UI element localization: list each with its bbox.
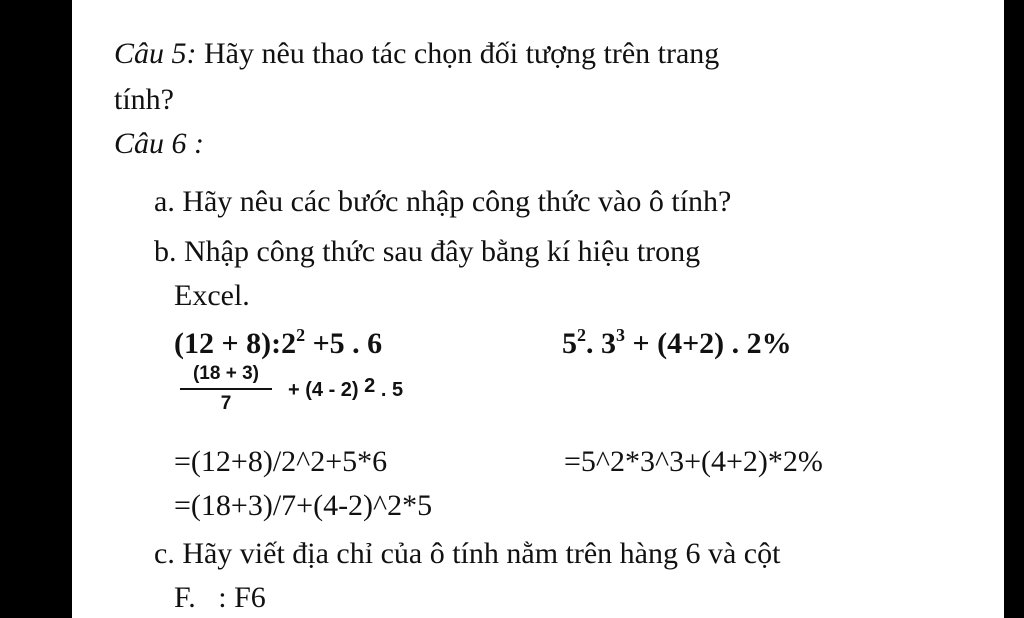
expr2-base: 5 [562,327,577,360]
math-expression-3-rest [288,375,404,402]
math-expression-2 [562,326,792,362]
expr2-rest: + (4+2) . 2% [625,327,792,360]
question-6b-cont: Excel. [174,279,250,312]
question-5-text: Hãy nêu thao tác chọn đối tượng trên trang [204,37,720,70]
expr2-mid: . 3 [586,327,616,360]
expr3-tail: . 5 [380,379,404,401]
question-6c-answer: F. : F6 [174,581,266,614]
fraction-denominator: 7 [220,393,232,414]
fraction-numerator: (18 + 3) [192,363,259,384]
math-expression-3-fraction [176,362,276,416]
excel-formula-1: =(12+8)/2^2+5*6 [174,445,388,478]
fraction-bar [180,388,272,390]
question-5 [114,36,719,72]
math-expression-1 [174,326,382,362]
expr1-part1: (12 + 8):2 [174,327,297,360]
expr3-rest: + (4 - 2) [288,379,359,401]
question-5-text-cont: tính? [114,83,174,116]
question-6b: b. Nhập công thức sau đây bằng kí hiệu trong [154,235,701,268]
question-6c: c. Hãy viết địa chỉ của ô tính nằm trên hàng 6 và cột [154,537,781,570]
excel-formula-3: =(18+3)/7+(4-2)^2*5 [174,489,433,522]
expr2-exponent-2: 3 [616,325,625,345]
question-6a: a. Hãy nêu các bước nhập công thức vào ô tính? [154,185,732,218]
question-5-label: Câu 5: [114,37,197,70]
question-6-label: Câu 6 : [114,127,204,160]
expr1-part2: +5 . 6 [305,327,383,360]
document-page [72,0,1004,618]
expr3-exponent: 2 [364,375,376,397]
expr2-exponent-1: 2 [577,325,586,345]
expr1-exponent: 2 [296,325,306,345]
excel-formula-2: =5^2*3^3+(4+2)*2% [564,445,823,478]
